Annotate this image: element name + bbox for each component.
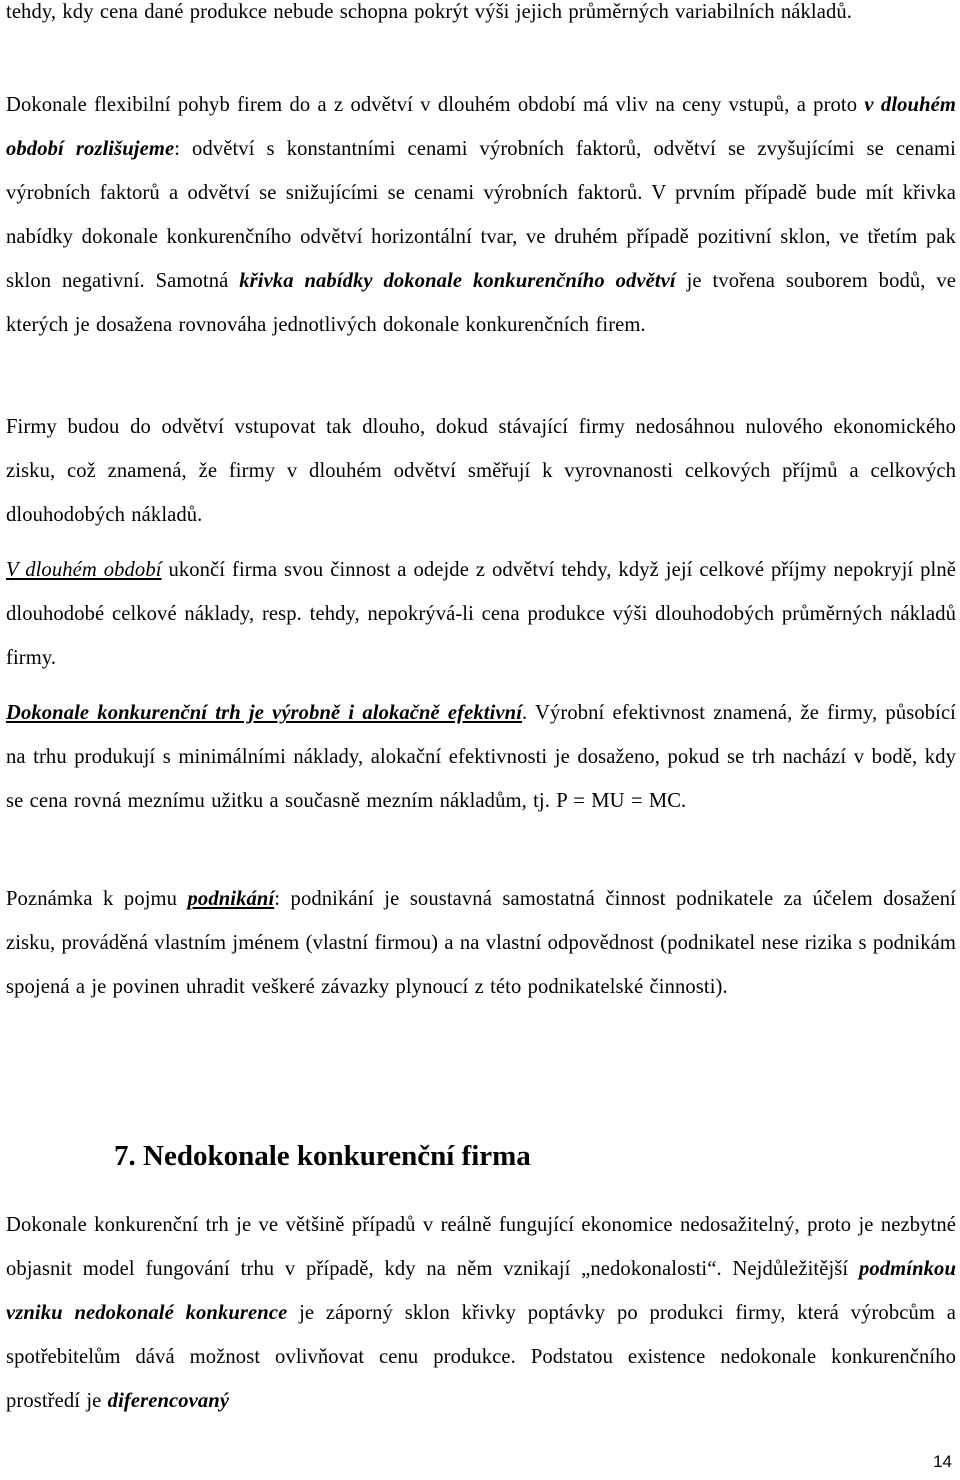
emphasis-term: podnikání: [187, 888, 275, 910]
emphasis-term: v dlouhém období rozlišujeme: [6, 94, 956, 160]
text-run: Dokonale konkurenční trh je ve většině případů v reálně fungující ekonomice nedosažitelný, proto je nezbytné objasnit model fungování trhu v případě, kdy na něm vznikají „nedokonalosti“. Nejdůležitější: [6, 1214, 956, 1280]
paragraph-efficiency: [6, 691, 956, 823]
emphasis-term: podmínkou vzniku nedokonalé konkurence: [6, 1258, 956, 1324]
text-run: ukončí firma svou činnost a odejde z odvětví tehdy, když její celkové příjmy nepokryjí plně dlouhodobé celkové náklady, resp. tehdy, nepokrývá-li cena produkce výši dlouhodobých průměrných nákladů firmy.: [6, 559, 957, 669]
text-run: je záporný sklon křivky poptávky po produkci firmy, která výrobcům a spotřebitelům dává možnost ovlivňovat cenu produkce. Podstatou existence nedokonale konkurenčního prostředí je: [6, 1302, 956, 1412]
emphasis-term: Dokonale konkurenční trh je výrobně i alokačně efektivní: [6, 702, 523, 724]
text-run: Dokonale flexibilní pohyb firem do a z odvětví v dlouhém období má vliv na ceny vstupů, a proto: [6, 94, 865, 116]
paragraph-exit: [6, 548, 956, 680]
paragraph-note: [6, 877, 956, 1009]
text-run: je tvořena souborem bodů, ve kterých je dosažena rovnováha jednotlivých dokonale konkurenčních firem.: [6, 270, 957, 336]
page-number: 14: [933, 1452, 952, 1471]
paragraph-text: tehdy, kdy cena dané produkce nebude schopna pokrýt výši jejich průměrných variabilních nákladů.: [6, 1, 853, 23]
emphasis-term: křivka nabídky dokonale konkurenčního odvětví: [239, 270, 676, 292]
paragraph-entry: [6, 405, 956, 537]
section-heading: 7. Nedokonale konkurenční firma: [114, 1140, 531, 1172]
paragraph-text: Firmy budou do odvětví vstupovat tak dlouho, dokud stávající firmy nedosáhnou nulového ekonomického zisku, což znamená, že firmy v dlouhém odvětví směřují k vyrovnanosti celkových příjmů a celkových dlouhodobých nákladů.: [6, 416, 956, 526]
text-run: : odvětví s konstantními cenami výrobních faktorů, odvětví se zvyšujícími se cenami výrobních faktorů a odvětví se snižujícími se cenami výrobních faktorů. V prvním případě bude mít křivka nabídky dokonale konkurenčního odvětví horizontální tvar, ve druhém případě pozitivní sklon, ve třetím pak sklon negativní. Samotná: [6, 138, 956, 292]
text-run: . Výrobní efektivnost znamená, že firmy, působící na trhu produkují s minimálními náklady, alokační efektivnosti je dosaženo, pokud se trh nachází v bodě, kdy se cena rovná meznímu užitku a současně mezním nákladům, tj. P = MU = MC.: [6, 702, 957, 812]
text-run: : podnikání je soustavná samostatná činnost podnikatele za účelem dosažení zisku, prováděná vlastním jménem (vlastní firmou) a na vlastní odpovědnost (podnikatel nese rizika s podnikám spojená a je povinen uhradit veškeré závazky plynoucí z této podnikatelské činnosti).: [6, 888, 957, 998]
text-run: Poznámka k pojmu: [6, 888, 188, 910]
paragraph-continuation: [6, 0, 956, 34]
paragraph-imperfect-competition: [6, 1203, 956, 1423]
paragraph-long-run-industries: [6, 83, 956, 347]
emphasis-term: diferencovaný: [107, 1390, 230, 1412]
emphasis-term: V dlouhém období: [6, 559, 162, 581]
